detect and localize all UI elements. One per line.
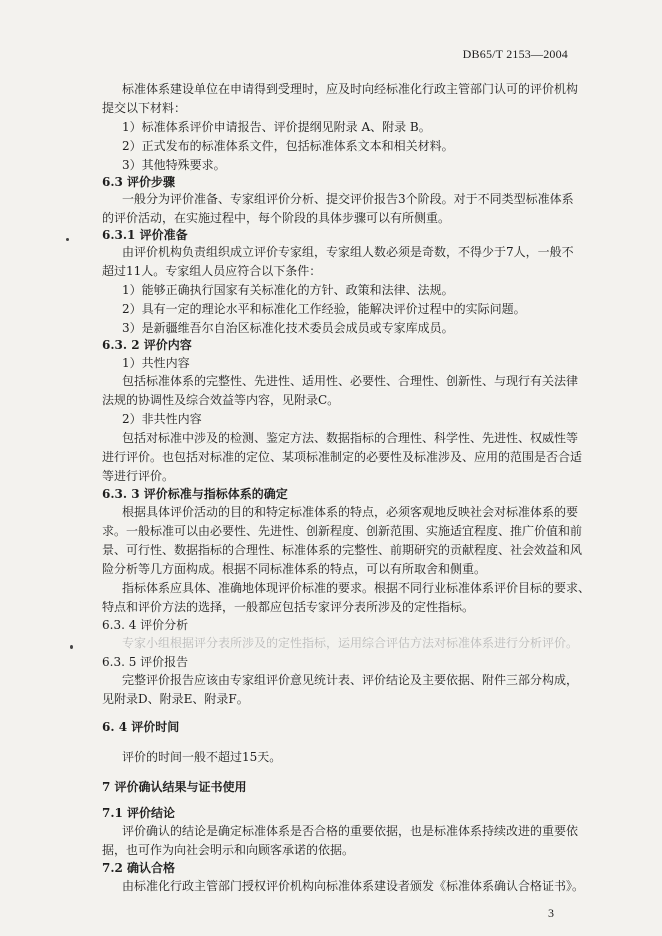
section-heading: 7.1 评价结论: [102, 806, 176, 820]
list-item: 1）标准体系评价申请报告、评价提纲见附录 A、附录 B。: [122, 120, 431, 134]
list-item: 2）正式发布的标准体系文件，包括标准体系文本和相关材料。: [122, 139, 454, 153]
paragraph-line: 景、可行性、数据指标的合理性、标准体系的完整性、前期研究的贡献程度、社会效益和风: [102, 543, 583, 557]
section-heading: 6.3. 4 评价分析: [102, 618, 189, 632]
paragraph-line: 评价确认的结论是确定标准体系是否合格的重要依据，也是标准体系持续改进的重要依: [122, 824, 579, 838]
paragraph-line: 法规的协调性及综合效益等内容，见附录C。: [102, 393, 340, 407]
paragraph-line: 标准体系建设单位在申请得到受理时，应及时向经标准化行政主管部门认可的评价机构: [122, 82, 579, 96]
paragraph-line: 专家小组根据评分表所涉及的定性指标，运用综合评估方法对标准体系进行分析评价。: [122, 636, 579, 650]
list-item: 1）能够正确执行国家有关标准化的方针、政策和法律、法规。: [122, 283, 454, 297]
paragraph-line: 等进行评价。: [102, 469, 175, 483]
section-heading: 6.3. 3 评价标准与指标体系的确定: [102, 487, 288, 501]
paragraph-line: 完整评价报告应该由专家组评价意见统计表、评价结论及主要依据、附件三部分构成，: [122, 673, 579, 687]
section-heading: 6. 4 评价时间: [102, 720, 180, 734]
list-item: 3）其他特殊要求。: [122, 158, 226, 172]
section-heading: 6.3. 5 评价报告: [102, 655, 189, 669]
list-item: 1）共性内容: [122, 356, 190, 370]
paragraph-line: 据，也可作为向社会明示和向顾客承诺的依据。: [102, 843, 355, 857]
section-heading: 6.3. 2 评价内容: [102, 338, 192, 352]
paragraph-line: 根据具体评价活动的目的和特定标准体系的特点，必须客观地反映社会对标准体系的要: [122, 505, 579, 519]
chapter-heading: 7 评价确认结果与证书使用: [102, 780, 247, 794]
paragraph-line: 一般分为评价准备、专家组评价分析、提交评价报告3个阶段。对于不同类型标准体系: [122, 192, 574, 206]
section-heading: 7.2 确认合格: [102, 861, 176, 875]
paragraph-line: 求。一般标准可以由必要性、先进性、创新程度、创新范围、实施适宜程度、推广价值和前: [102, 524, 583, 538]
paragraph-line: 险分析等几方面构成。根据不同标准体系的特点，可以有所取舍和侧重。: [102, 562, 487, 576]
list-item: 3）是新疆维吾尔自治区标准化技术委员会成员或专家库成员。: [122, 321, 454, 335]
paragraph-line: 由标准化行政主管部门授权评价机构向标准体系建设者颁发《标准体系确认合格证书》。: [122, 879, 585, 893]
paragraph-line: 包括标准体系的完整性、先进性、适用性、必要性、合理性、创新性、与现行有关法律: [122, 374, 579, 388]
list-item: 2）具有一定的理论水平和标准化工作经验，能解决评价过程中的实际问题。: [122, 302, 526, 316]
section-heading: 6.3 评价步骤: [102, 175, 176, 189]
paragraph-line: 特点和评价方法的选择，一般都应包括专家评分表所涉及的定性指标。: [102, 600, 475, 614]
paragraph-line: 包括对标准中涉及的检测、鉴定方法、数据指标的合理性、科学性、先进性、权威性等: [122, 431, 579, 445]
paragraph-line: 提交以下材料：: [102, 101, 187, 115]
list-item: 2）非共性内容: [122, 412, 202, 426]
section-heading: 6.3.1 评价准备: [102, 228, 188, 242]
scan-speck: [70, 645, 73, 649]
paragraph-line: 指标体系应具体、准确地体现评价标准的要求。根据不同行业标准体系评价目标的要求、: [122, 581, 591, 595]
standard-code: DB65/T 2153—2004: [462, 47, 568, 61]
page-number: 3: [548, 906, 554, 920]
scan-speck: [66, 238, 69, 241]
paragraph-line: 评价的时间一般不超过15天。: [122, 750, 282, 764]
paragraph-line: 进行评价。也包括对标准的定位、某项标准制定的必要性及标准涉及、应用的范围是否合适: [102, 450, 583, 464]
paragraph-line: 见附录D、附录E、附录F。: [102, 692, 249, 706]
paragraph-line: 超过11人。专家组人员应符合以下条件：: [102, 264, 322, 278]
paragraph-line: 的评价活动，在实施过程中，每个阶段的具体步骤可以有所侧重。: [102, 211, 451, 225]
paragraph-line: 由评价机构负责组织成立评价专家组，专家组人数必须是奇数，不得少于7人，一般不: [122, 245, 574, 259]
